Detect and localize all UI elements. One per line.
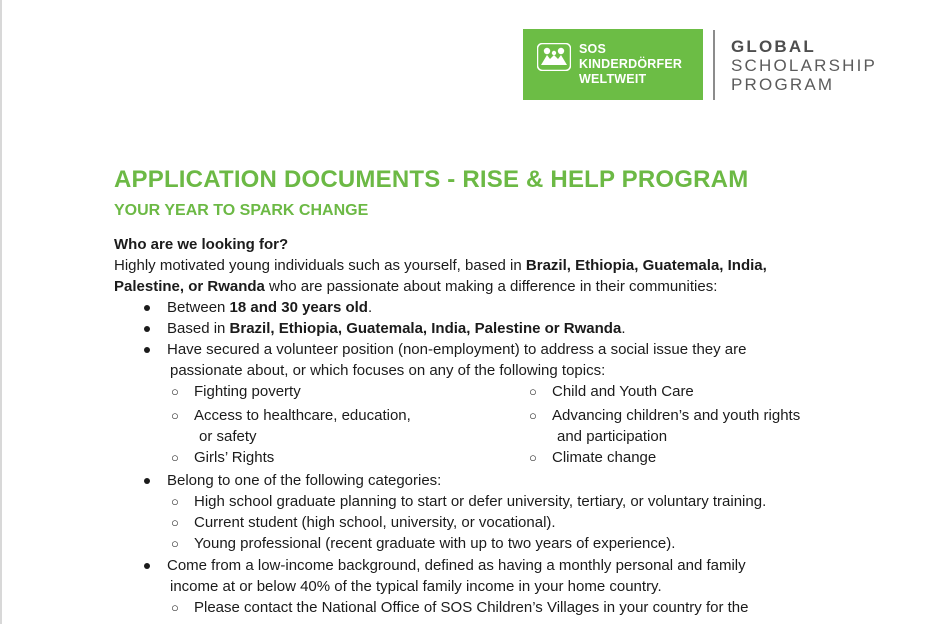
criterion-volunteer-line-2: passionate about, or which focuses on any of the following topics: (170, 362, 606, 379)
category-item-1: High school graduate planning to start or defer university, tertiary, or voluntary training. (194, 493, 767, 510)
circle-bullet-icon: ○ (529, 384, 537, 399)
circle-bullet-icon: ○ (171, 494, 179, 509)
circle-bullet-icon: ○ (171, 515, 179, 530)
criterion-location (167, 318, 625, 339)
intro-line-1 (114, 255, 767, 276)
topic-left-3: Girls’ Rights (194, 449, 275, 466)
age-text: Between (167, 299, 230, 316)
age-period: . (367, 299, 373, 316)
circle-bullet-icon: ○ (529, 408, 537, 423)
topic-right-2-cont: and participation (557, 428, 668, 445)
program-line-1: GLOBAL (731, 37, 816, 56)
bullet-icon (144, 563, 150, 569)
location-countries: Brazil, Ethiopia, Guatemala, India, Palestine or Rwanda (229, 320, 622, 337)
circle-bullet-icon: ○ (529, 450, 537, 465)
program-line-3: PROGRAM (731, 75, 835, 94)
intro-countries: Brazil, Ethiopia, Guatemala, India, (525, 257, 767, 274)
logo-divider (713, 30, 715, 100)
logo-line-2: KINDERDÖRFER (579, 57, 683, 71)
criterion-age (167, 297, 372, 318)
circle-bullet-icon: ○ (171, 450, 179, 465)
topic-left-1: Fighting poverty (194, 383, 301, 400)
criterion-income-line-1: Come from a low-income background, defined as having a monthly personal and family (167, 557, 746, 574)
topic-right-2: Advancing children’s and youth rights (552, 407, 801, 424)
circle-bullet-icon: ○ (171, 536, 179, 551)
location-text: Based in (167, 320, 230, 337)
circle-bullet-icon: ○ (171, 600, 179, 615)
program-line-2: SCHOLARSHIP (731, 56, 878, 75)
topic-left-2: Access to healthcare, education, (194, 407, 411, 424)
sos-children-icon (537, 43, 571, 71)
page-edge (0, 0, 2, 624)
document-subtitle: YOUR YEAR TO SPARK CHANGE (114, 202, 369, 219)
income-sub-item-1: Please contact the National Office of SOS Children’s Villages in your country for the (194, 599, 749, 616)
bullet-icon (144, 305, 150, 311)
topic-left-2-cont: or safety (199, 428, 257, 445)
sos-logo (523, 29, 703, 100)
document-title: APPLICATION DOCUMENTS - RISE & HELP PROGRAM (114, 166, 749, 193)
intro-countries-cont: Palestine, or Rwanda (114, 278, 265, 295)
bullet-icon (144, 347, 150, 353)
circle-bullet-icon: ○ (171, 384, 179, 399)
topic-right-1: Child and Youth Care (552, 383, 694, 400)
location-period: . (621, 320, 626, 337)
bullet-icon (144, 478, 150, 484)
logo-line-1: SOS (579, 42, 606, 56)
logo-text (579, 42, 682, 87)
intro-text-cont: who are passionate about making a difference in their communities: (264, 278, 718, 295)
bullet-icon (144, 326, 150, 332)
age-range: 18 and 30 years old (229, 299, 368, 316)
category-item-3: Young professional (recent graduate with up to two years of experience). (194, 535, 676, 552)
topic-right-3: Climate change (552, 449, 657, 466)
circle-bullet-icon: ○ (171, 408, 179, 423)
criterion-income-line-2: income at or below 40% of the typical family income in your home country. (170, 578, 662, 595)
program-wordmark (731, 37, 877, 94)
intro-line-2 (114, 276, 717, 297)
category-item-2: Current student (high school, university, or vocational). (194, 514, 556, 531)
intro-text: Highly motivated young individuals such as yourself, based in (114, 257, 526, 274)
criterion-categories: Belong to one of the following categories: (167, 472, 442, 489)
section-heading: Who are we looking for? (114, 236, 289, 253)
criterion-volunteer-line-1: Have secured a volunteer position (non-employment) to address a social issue they are (167, 341, 747, 358)
logo-line-3: WELTWEIT (579, 72, 647, 86)
